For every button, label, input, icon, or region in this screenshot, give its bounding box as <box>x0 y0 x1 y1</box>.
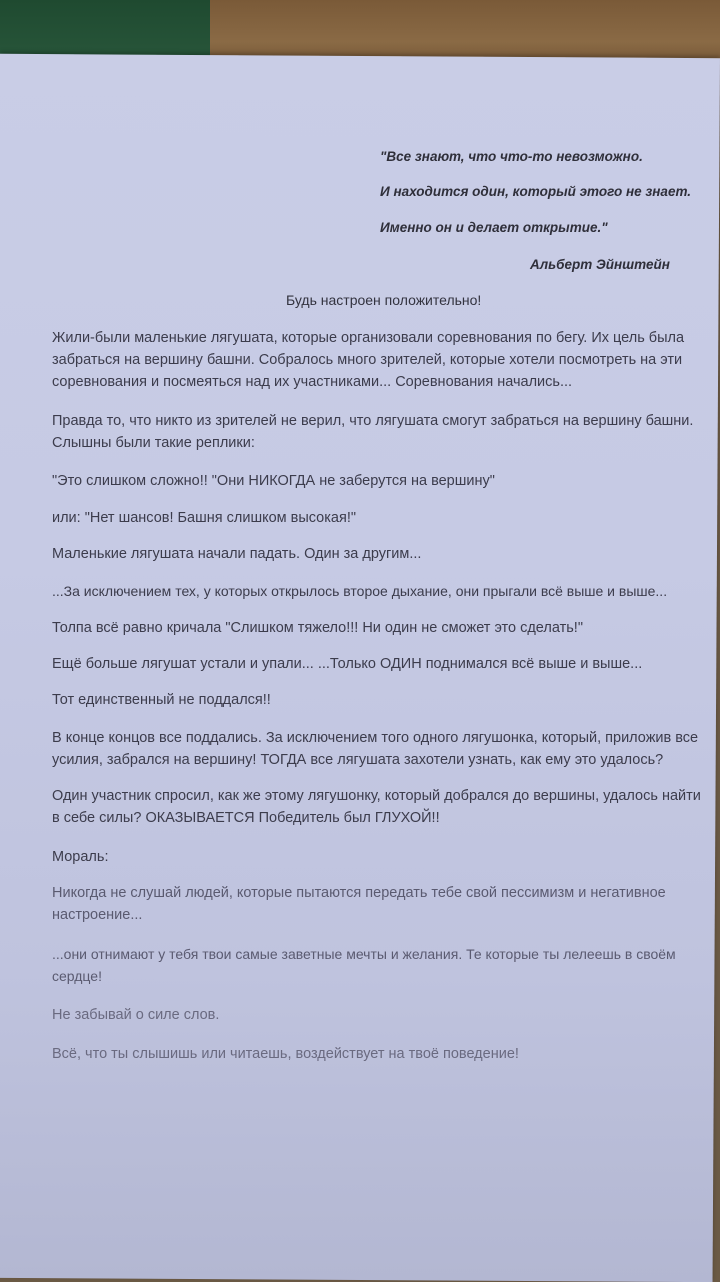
quote-line-3: Именно он и делает открытие." <box>380 220 608 235</box>
paragraph: Никогда не слушай людей, которые пытаются передать тебе свой пессимизм и негативное настроение... <box>52 885 666 923</box>
quote-author: Альберт Эйнштейн <box>530 257 670 272</box>
paragraph: ...они отнимают у тебя твои самые заветные мечты и желания. Те которые ты лелеешь в своём сердце! <box>52 946 676 984</box>
paragraph: Жили-были маленькие лягушата, которые организовали соревнования по бегу. Их цель была забраться на вершину башни. Собралось много зрителей, которые хотели посмотреть на эти соревнования и посмеяться над их участниками... Соревнования начались... <box>52 330 685 390</box>
quote-line-1: "Все знают, что что-то невозможно. <box>380 149 643 164</box>
paragraph: Всё, что ты слышишь или читаешь, воздействует на твоё поведение! <box>52 1046 519 1062</box>
paragraph: "Это слишком сложно!! "Они НИКОГДА не заберутся на вершину" <box>52 473 495 489</box>
paragraph: Маленькие лягушата начали падать. Один за другим... <box>52 546 422 562</box>
quote-line-2: И находится один, который этого не знает. <box>380 184 692 199</box>
paragraph: Толпа всё равно кричала "Слишком тяжело!!! Ни один не сможет это сделать!" <box>52 620 583 636</box>
paragraph: Один участник спросил, как же этому лягушонку, который добрался до вершины, удалось найти в себе силы? ОКАЗЫВАЕТСЯ Победитель был ГЛУХОЙ!! <box>52 788 701 826</box>
paragraph: Ещё больше лягушат устали и упали... ...Только ОДИН поднимался всё выше и выше... <box>52 656 643 672</box>
document-title: Будь настроен положительно! <box>286 292 482 308</box>
paragraph: Тот единственный не поддался!! <box>52 692 271 708</box>
paragraph: В конце концов все поддались. За исключением того одного лягушонка, который, приложив все усилия, забрался на вершину! ТОГДА все лягушата захотели узнать, как ему это удалось? <box>52 730 699 768</box>
paragraph: Мораль: <box>52 849 109 865</box>
paragraph: или: "Нет шансов! Башня слишком высокая!" <box>52 510 356 526</box>
paragraph: Не забывай о силе слов. <box>52 1007 220 1023</box>
paragraph: ...За исключением тех, у которых открылось второе дыхание, они прыгали всё выше и выше... <box>52 583 668 599</box>
paragraph: Правда то, что никто из зрителей не верил, что лягушата смогут забраться на вершину башни. Слышны были такие реплики: <box>52 413 694 451</box>
